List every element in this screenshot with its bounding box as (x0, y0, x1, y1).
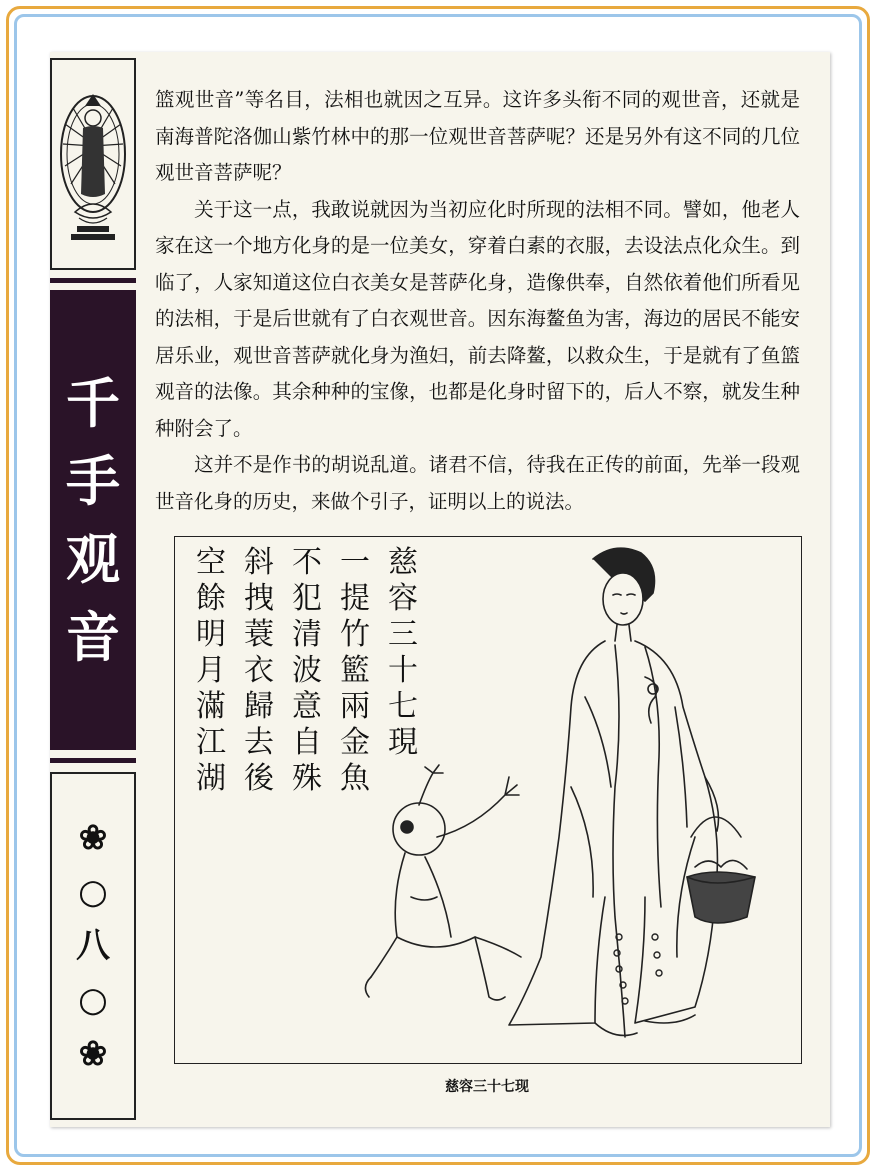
poem-column: 慈容三十七現 (388, 545, 418, 760)
poem-column: 空餘明月滿江湖 (196, 545, 226, 796)
book-page (50, 52, 830, 1127)
body-text (155, 82, 800, 520)
poem-column: 不犯清波意自殊 (292, 545, 322, 796)
paragraph: 篮观世音”等名目，法相也就因之互异。这许多头衔不同的观世音，还就是南海普陀洛伽山紫竹林中的那一位观世音菩萨呢？还是另外有这不同的几位观世音菩萨呢？ (155, 88, 800, 184)
page-number-box (50, 772, 136, 1120)
page-number-char: 八 (76, 926, 110, 966)
book-title-char: 手 (66, 449, 120, 513)
guanyin-emblem-icon (57, 84, 129, 244)
sidebar-rule-top (50, 278, 136, 283)
page-number-char: ○ (78, 872, 108, 912)
book-title-char: 音 (66, 605, 120, 669)
flower-ornament-icon: ❀ (78, 1034, 108, 1074)
page-number-char: ○ (78, 980, 108, 1020)
paragraph: 关于这一点，我敢说就因为当初应化时所现的法相不同。譬如，他老人家在这一个地方化身的是一位美女，穿着白素的衣服，去设法点化众生。到临了，人家知道这位白衣美女是菩萨化身，造像供奉，自然依着他们所看见的法相，于是后世就有了白衣观世音。因东海鳌鱼为害，海边的居民不能安居乐业，观世音菩萨就化身为渔妇，前去降鳌，以救众生，于是就有了鱼篮观音的法像。其余种种的宝像，也都是化身时留下的，后人不察，就发生种种附会了。 (155, 197, 800, 440)
poem-column: 斜拽蓑衣歸去後 (244, 545, 274, 796)
sidebar-rule-bottom (50, 758, 136, 763)
book-title-band (50, 290, 136, 750)
flower-ornament-icon: ❀ (78, 818, 108, 858)
poem-column: 一提竹籃兩金魚 (340, 545, 370, 796)
illustration-caption: 慈容三十七现 (445, 1079, 529, 1095)
paragraph: 这并不是作书的胡说乱道。诸君不信，待我在正传的前面，先举一段观世音化身的历史，来做个引子，证明以上的说法。 (155, 453, 800, 513)
guanyin-fish-basket-drawing (175, 537, 801, 1063)
guanyin-emblem-box (50, 58, 136, 270)
book-title-char: 千 (66, 371, 120, 435)
illustration-panel (174, 536, 802, 1064)
book-title-char: 观 (66, 527, 120, 591)
